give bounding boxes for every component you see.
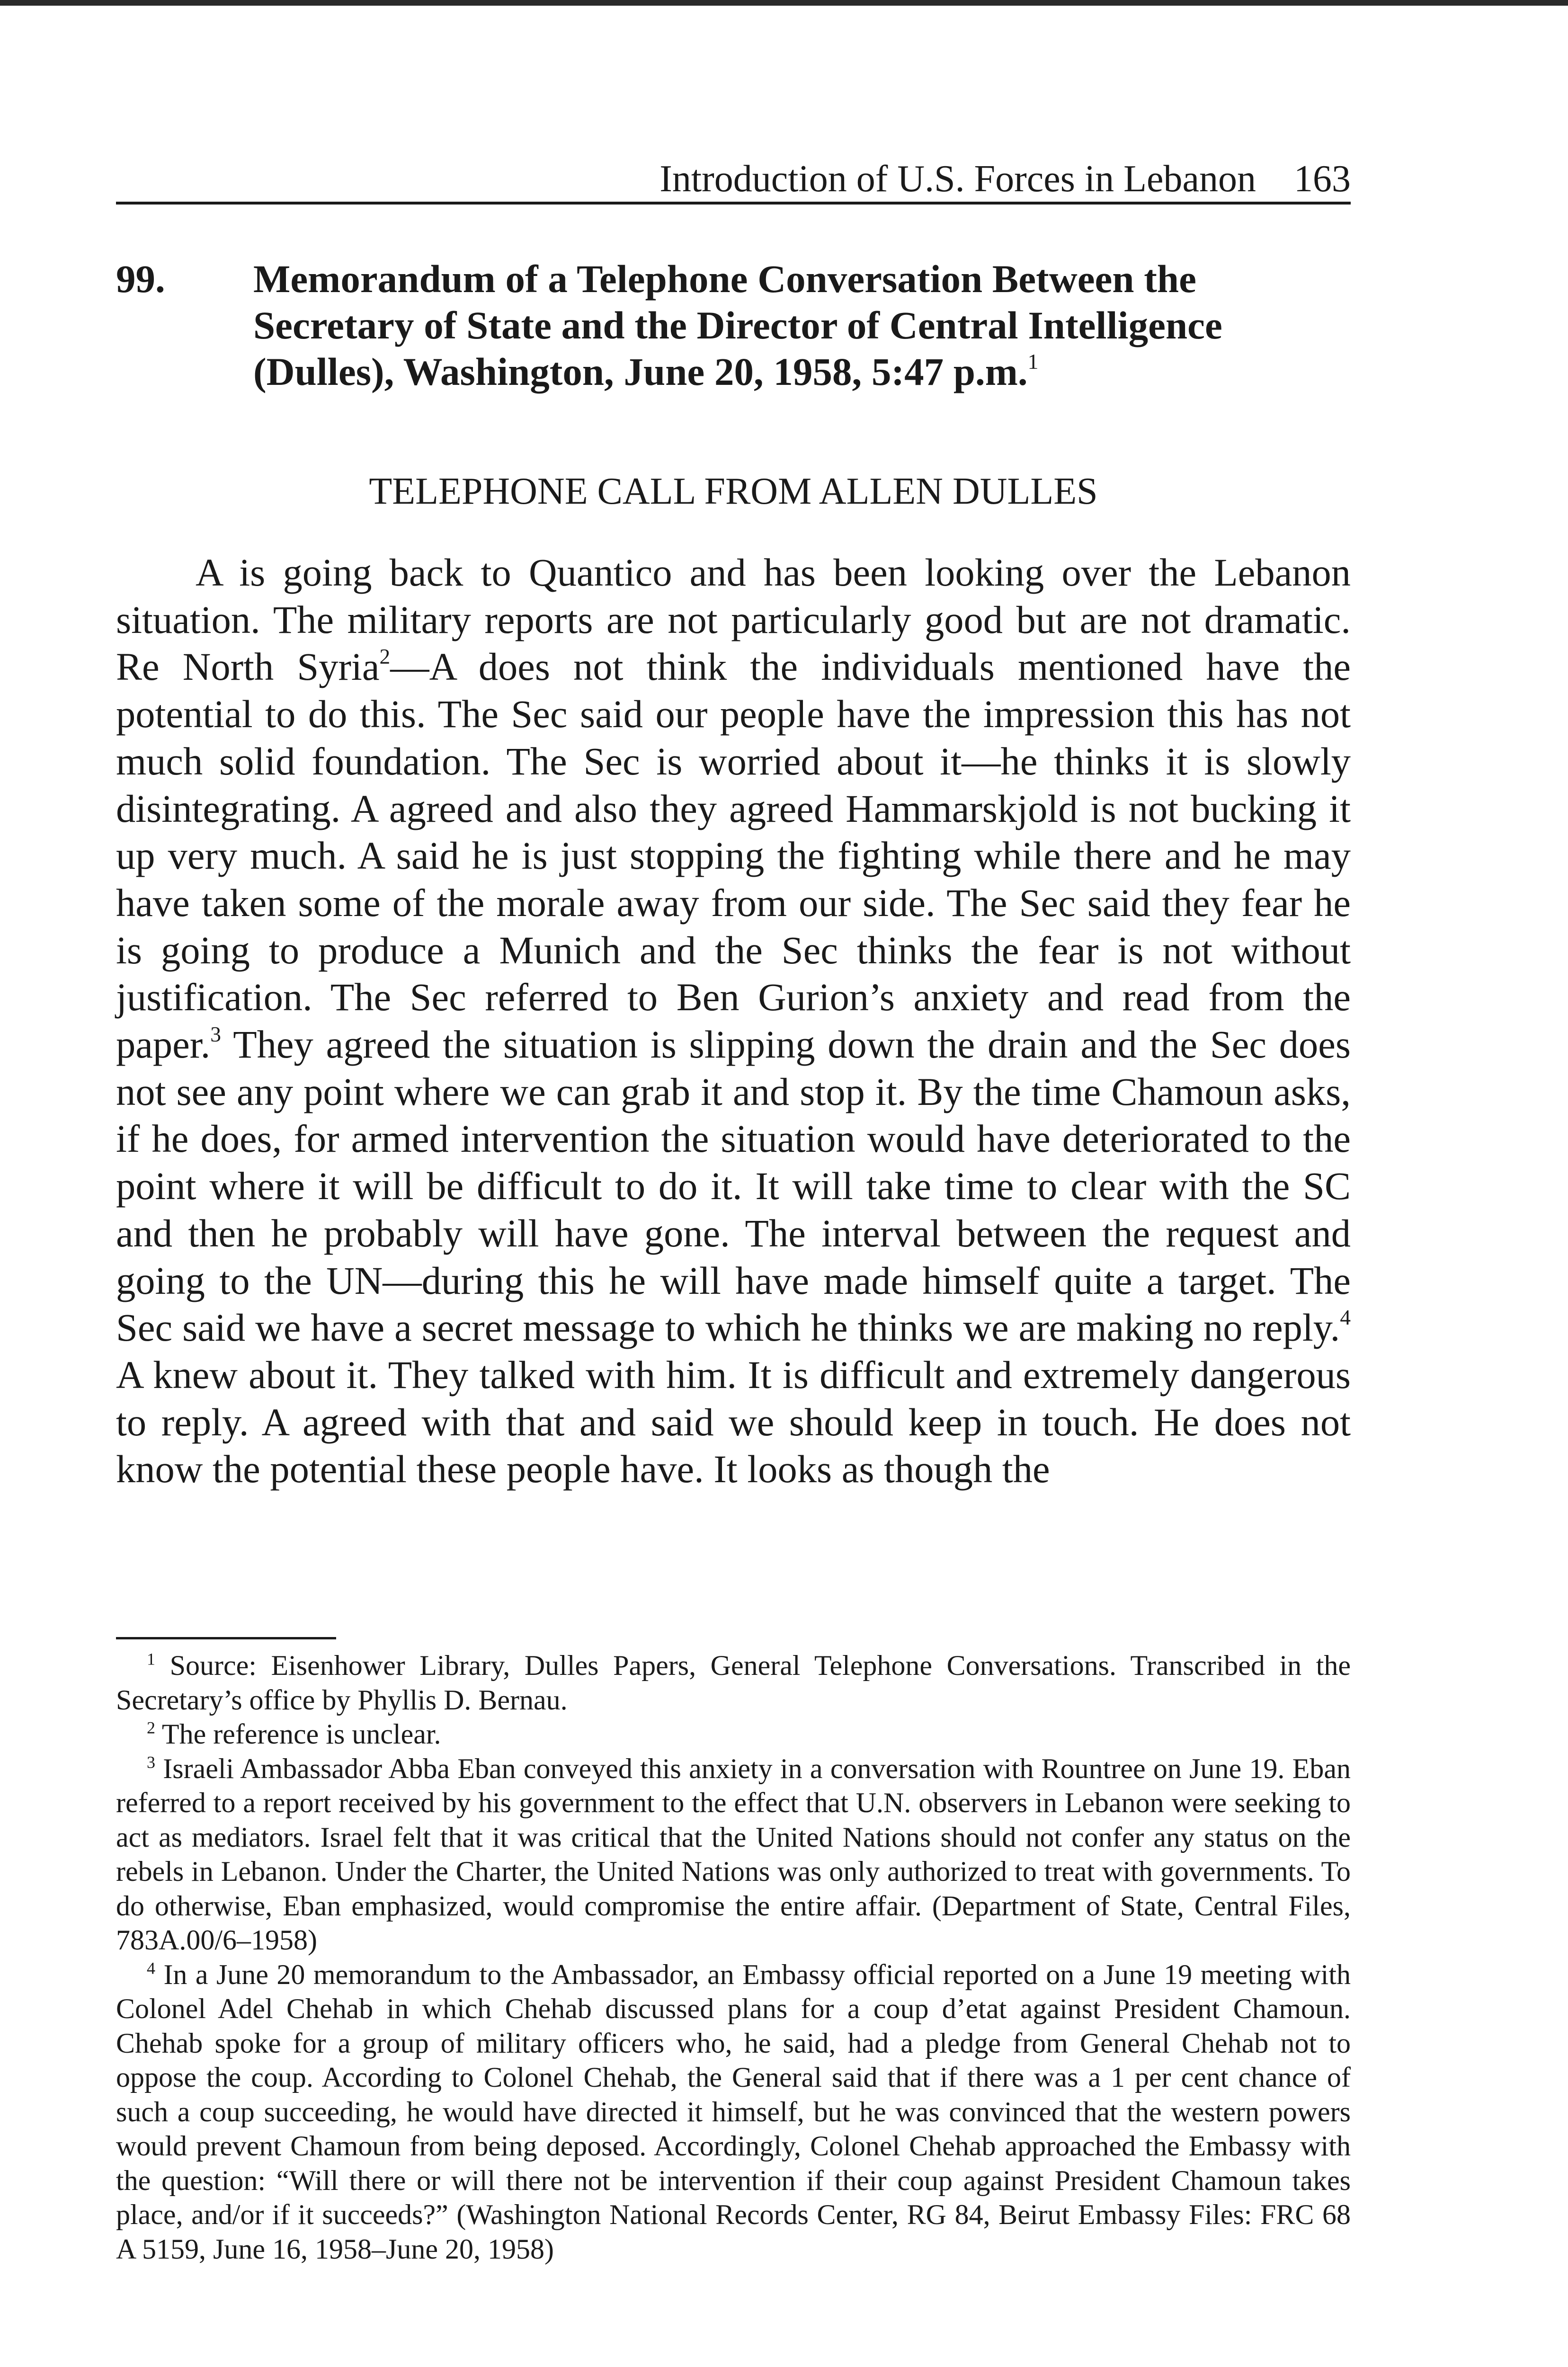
footnote-number: 4 (147, 1958, 155, 1977)
footnote-item (116, 1648, 1351, 1717)
footnote-text: The reference is unclear. (161, 1718, 441, 1750)
page-top-edge (0, 0, 1568, 6)
body-text (116, 549, 1351, 1493)
running-head (116, 152, 1351, 205)
footnote-ref: 2 (379, 645, 391, 669)
footnote-ref: 1 (1027, 349, 1039, 374)
footnote-rule (116, 1637, 336, 1639)
running-head-title: Introduction of U.S. Forces in Lebanon (659, 158, 1256, 200)
footnote-text: In a June 20 memorandum to the Ambassador, an Embassy official reported on a June 19 meeting with Colonel Adel Chehab in which Chehab discussed plans for a coup d’etat against President Chamoun. Chehab spoke for a group of military officers who, he said, had a pledge from General Chehab not to oppose the coup. According to Colonel Chehab, the General said that if there was a 1 per cent chance of such a coup succeeding, he would have directed it himself, but he was convinced that the western powers would prevent Chamoun from being deposed. Accordingly, Colonel Chehab approached the Embassy with the question: “Will there or will there not be intervention if their coup against President Chamoun takes place, and/or if it succeeds?” (Washington National Records Center, RG 84, Beirut Embassy Files: FRC 68 A 5159, June 16, 1958–June 20, 1958) (116, 1958, 1351, 2265)
section-title: TELEPHONE CALL FROM ALLEN DULLES (369, 471, 1098, 512)
body-text-part: A is going back to Quantico and has been looking over the Lebanon situation. The military reports are not particularly good but are not dramatic. Re North Syria (116, 551, 1351, 689)
footnote-text: Source: Eisenhower Library, Dulles Papers, General Telephone Conversations. Transcribed in the Secretary’s office by Phyllis D. Bernau. (116, 1650, 1351, 1716)
footnote-text: Israeli Ambassador Abba Eban conveyed this anxiety in a conversation with Rountree on June 19. Eban referred to a report received by his government to the effect that U.N. observers in Lebanon were seeking to act as mediators. Israel felt that it was critical that the United Nations should not confer any status on the rebels in Lebanon. Under the Charter, the United Nations was only authorized to treat with governments. To do otherwise, Eban emphasized, would compromise the entire affair. (Department of State, Central Files, 783A.00/6–1958) (116, 1753, 1351, 1956)
page-number: 163 (1294, 158, 1351, 200)
footnote-ref: 3 (210, 1023, 221, 1046)
body-text-part: A knew about it. They talked with him. It is difficult and extremely dangerous to reply. A agreed with that and said we should keep in touch. He does not know the potential these people have. It looks as though the (116, 1353, 1351, 1491)
body-text-part: They agreed the situation is slipping down the drain and the Sec does not see any point where we can grab it and stop it. By the time Chamoun asks, if he does, for armed intervention the situation would have deteriorated to the point where it will be difficult to do it. It will take time to clear with the SC and then he probably will have gone. The interval between the request and going to the UN—during this he will have made himself quite a target. The Sec said we have a secret message to which he thinks we are making no reply. (116, 1023, 1351, 1350)
footnote-number: 3 (147, 1752, 155, 1771)
footnote-number: 2 (147, 1718, 155, 1737)
footnote-item (116, 1752, 1351, 1958)
body-text-part: —A does not think the individuals mentioned have the potential to do this. The Sec said our people have the impression this has not much solid foundation. The Sec is worried about it—he thinks it is slowly disintegrating. A agreed and also they agreed Hammarskjold is not bucking it up very much. A said he is just stopping the fighting while there and he may have taken some of the morale away from our side. The Sec said they fear he is going to produce a Munich and the Sec thinks the fear is not without justification. The Sec referred to Ben Gurion’s anxiety and read from the paper. (116, 645, 1351, 1067)
document-title-block (253, 256, 1351, 395)
document-number: 99. (116, 257, 165, 301)
footnotes (116, 1648, 1351, 2266)
document-title: Memorandum of a Telephone Conversation Between the Secretary of State and the Director of Central Intelligence (Dulles), Washington, June 20, 1958, 5:47 p.m. (253, 257, 1222, 393)
footnote-ref: 4 (1340, 1306, 1351, 1330)
footnote-number: 1 (147, 1649, 155, 1669)
footnote-item (116, 1717, 1351, 1752)
footnote-item (116, 1958, 1351, 2267)
document-heading (116, 256, 1351, 395)
